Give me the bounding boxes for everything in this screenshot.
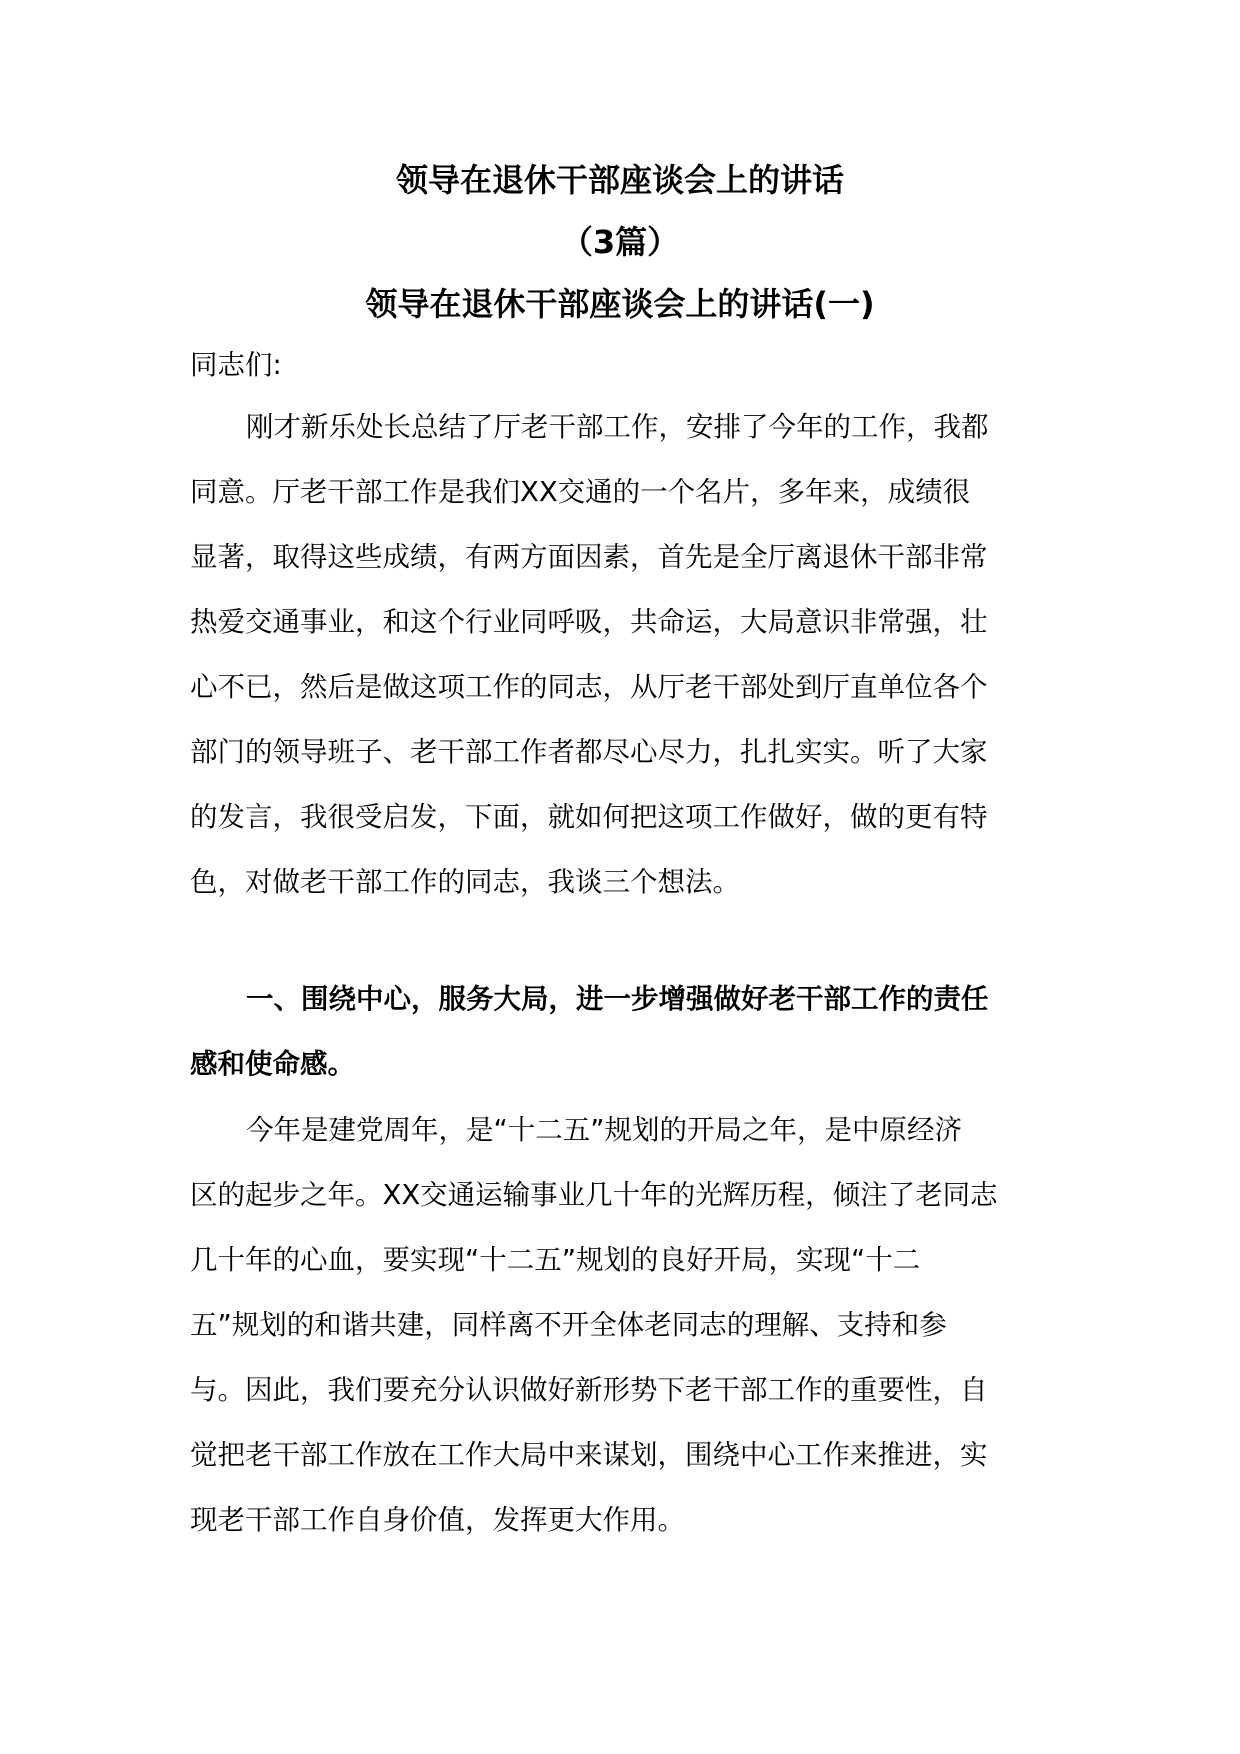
section-heading-line: 一、围绕中心，服务大局，进一步增强做好老干部工作的责任: [246, 983, 989, 1015]
speech-subtitle: 领导在退休干部座谈会上的讲话(一): [365, 285, 875, 323]
document-title: 领导在退休干部座谈会上的讲话: [395, 161, 844, 199]
section-1-heading: [190, 967, 1070, 1097]
paragraph-line: 五”规划的和谐共建，同样离不开全体老同志的理解、支持和参: [190, 1309, 947, 1341]
paragraph-line: 与。因此，我们要充分认识做好新形势下老干部工作的重要性，自: [190, 1374, 988, 1406]
paragraph-line: 的发言，我很受启发，下面，就如何把这项工作做好，做的更有特: [190, 801, 988, 833]
paragraph-line: 今年是建党周年，是“十二五”规划的开局之年，是中原经济: [246, 1114, 962, 1146]
section-heading-line: 感和使命感。: [190, 1048, 355, 1080]
salutation: [190, 333, 1070, 398]
paragraph-line: 心不已，然后是做这项工作的同志，从厅老干部处到厅直单位各个: [190, 671, 988, 703]
paragraph-2: [190, 1098, 1070, 1553]
salutation-text: 同志们:: [190, 349, 282, 381]
paragraph-line: 部门的领导班子、老干部工作者都尽心尽力，扎扎实实。听了大家: [190, 736, 988, 768]
paragraph-line: 刚才新乐处长总结了厅老干部工作，安排了今年的工作，我都: [246, 411, 989, 443]
paragraph-line: 热爱交通事业，和这个行业同呼吸，共命运，大局意识非常强，壮: [190, 606, 988, 638]
paragraph-line: 区的起步之年。XX交通运输事业几十年的光辉历程，倾注了老同志: [190, 1179, 998, 1211]
paragraph-line: 显著，取得这些成绩，有两方面因素，首先是全厅离退休干部非常: [190, 541, 988, 573]
paragraph-line: 几十年的心血，要实现“十二五”规划的良好开局，实现“十二: [190, 1244, 921, 1276]
paragraph-line: 同意。厅老干部工作是我们XX交通的一个名片，多年来，成绩很: [190, 476, 971, 508]
paragraph-line: 觉把老干部工作放在工作大局中来谋划，围绕中心工作来推进，实: [190, 1439, 988, 1471]
document-count: （3篇）: [560, 223, 680, 261]
paragraph-line: 色，对做老干部工作的同志，我谈三个想法。: [190, 866, 740, 898]
paragraph-1: [190, 395, 1070, 915]
paragraph-line: 现老干部工作自身价值，发挥更大作用。: [190, 1504, 685, 1536]
